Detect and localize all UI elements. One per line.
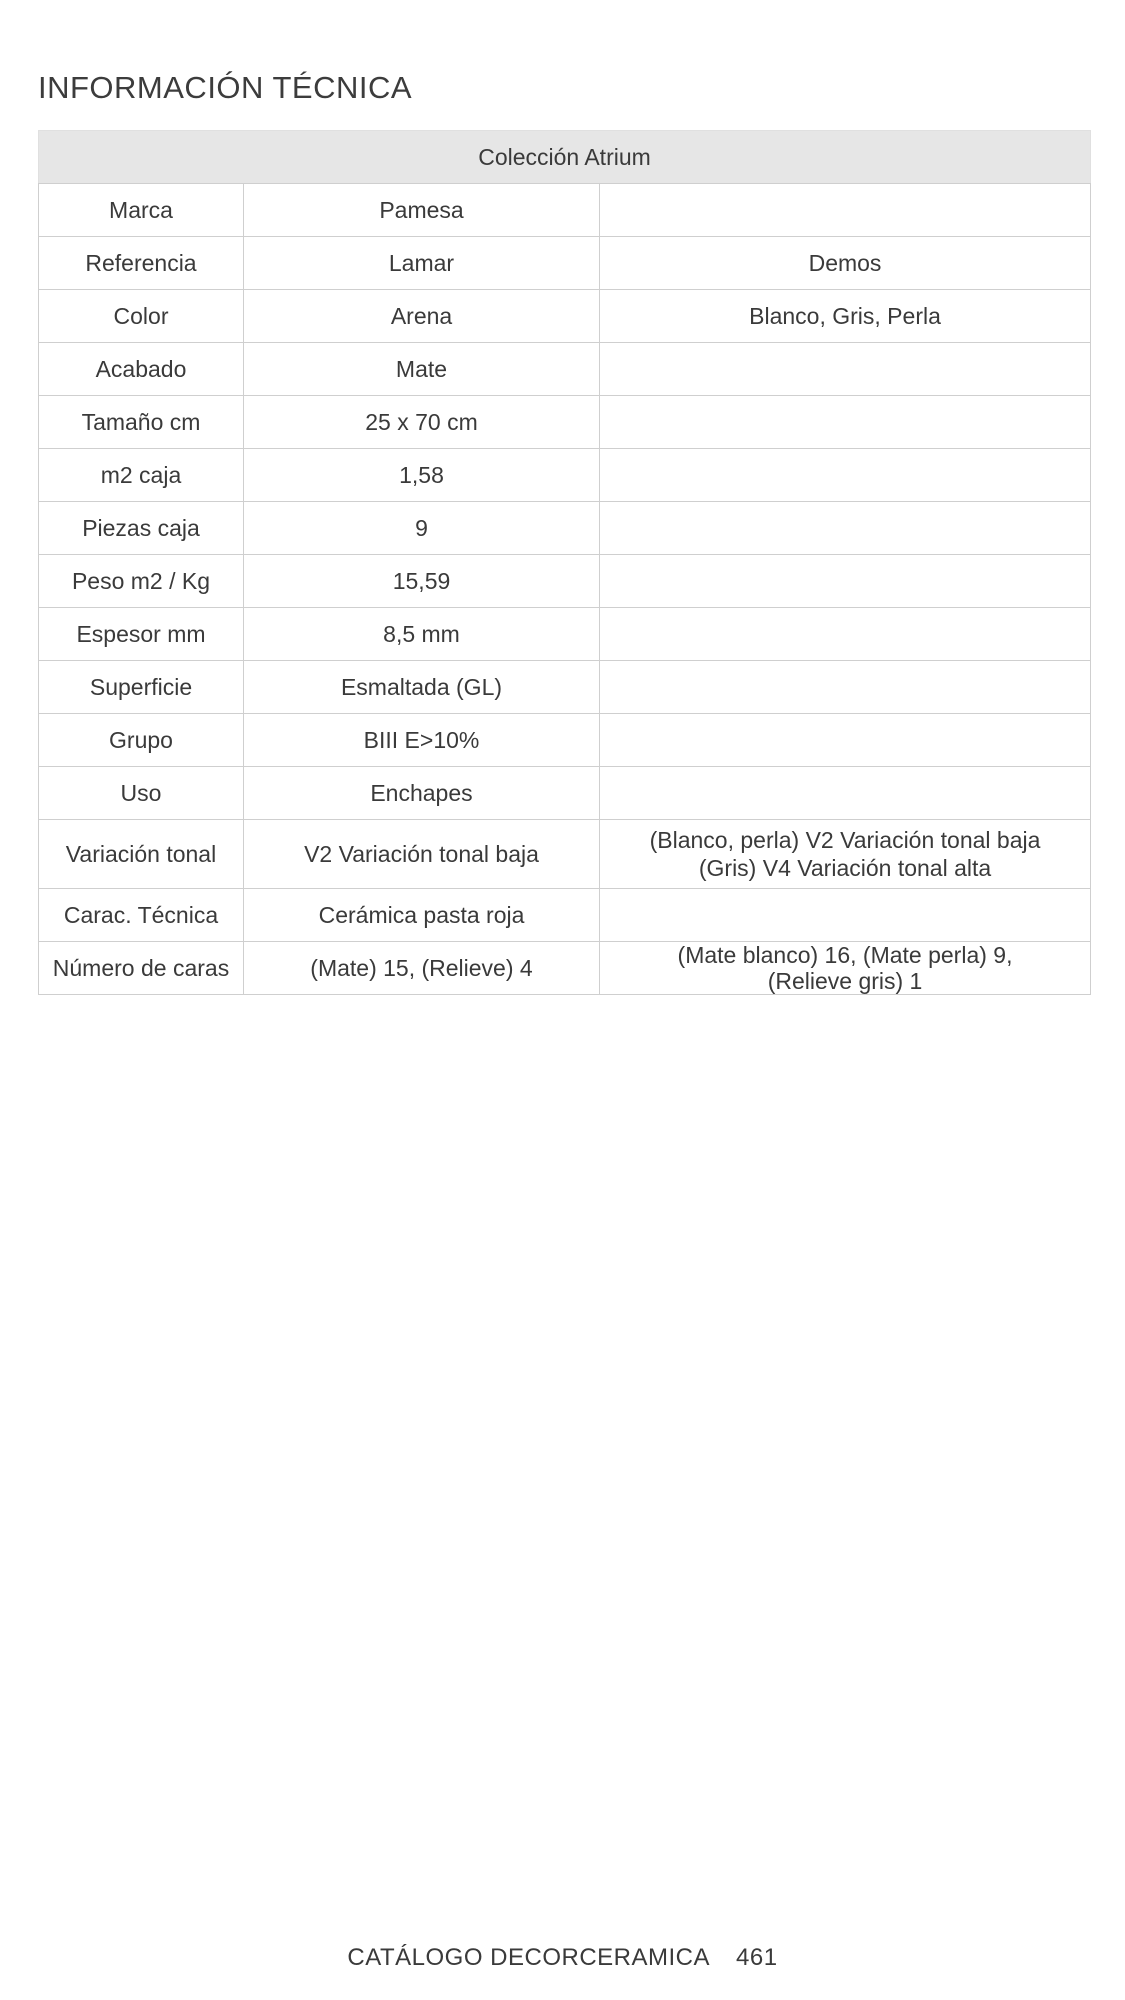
row-alt-value [600,608,1091,661]
table-row [39,767,1091,820]
table-row [39,714,1091,767]
row-alt-value [600,555,1091,608]
table-row [39,661,1091,714]
row-value: 15,59 [244,555,600,608]
technical-info-table [38,130,1091,995]
row-label: Color [39,290,244,343]
row-value: Enchapes [244,767,600,820]
alt-value-line: (Blanco, perla) V2 Variación tonal baja [649,827,1041,853]
row-alt-value [600,820,1091,889]
row-label: Acabado [39,343,244,396]
row-alt-value: Blanco, Gris, Perla [600,290,1091,343]
row-label: Grupo [39,714,244,767]
table-row [39,502,1091,555]
alt-value-line: (Relieve gris) 1 [767,968,923,994]
table-row [39,343,1091,396]
table-row [39,889,1091,942]
table-row [39,449,1091,502]
row-label: Referencia [39,237,244,290]
row-value: Esmaltada (GL) [244,661,600,714]
row-alt-value [600,184,1091,237]
row-label: Número de caras [39,942,244,995]
page-title: INFORMACIÓN TÉCNICA [38,70,413,105]
row-alt-value [600,661,1091,714]
row-value: Mate [244,343,600,396]
row-label: Uso [39,767,244,820]
row-label: Marca [39,184,244,237]
row-alt-value [600,714,1091,767]
row-label: Piezas caja [39,502,244,555]
collection-header: Colección Atrium [39,131,1091,184]
row-value: 1,58 [244,449,600,502]
row-label: m2 caja [39,449,244,502]
table-header-row [39,131,1091,184]
row-value: 8,5 mm [244,608,600,661]
table-row [39,290,1091,343]
row-label: Carac. Técnica [39,889,244,942]
row-alt-value [600,343,1091,396]
row-label: Variación tonal [39,820,244,889]
table-row [39,820,1091,889]
row-alt-value: Demos [600,237,1091,290]
row-value: Lamar [244,237,600,290]
row-alt-value [600,942,1091,995]
row-label: Peso m2 / Kg [39,555,244,608]
row-value: V2 Variación tonal baja [244,820,600,889]
catalog-name: CATÁLOGO DECORCERAMICA [347,1944,711,1971]
row-value: (Mate) 15, (Relieve) 4 [244,942,600,995]
table-row [39,396,1091,449]
row-label: Tamaño cm [39,396,244,449]
table-row [39,184,1091,237]
page-number: 461 [736,1944,778,1971]
table-row [39,942,1091,995]
row-alt-value [600,767,1091,820]
table-row [39,608,1091,661]
table-row [39,555,1091,608]
row-label: Espesor mm [39,608,244,661]
row-value: Pamesa [244,184,600,237]
row-label: Superficie [39,661,244,714]
row-alt-value [600,449,1091,502]
row-value: Cerámica pasta roja [244,889,600,942]
alt-value-line: (Mate blanco) 16, (Mate perla) 9, [677,942,1013,968]
page-footer [0,1944,1125,1972]
alt-value-line: (Gris) V4 Variación tonal alta [698,855,992,881]
row-value: 25 x 70 cm [244,396,600,449]
row-alt-value [600,502,1091,555]
row-value: Arena [244,290,600,343]
row-value: BIII E>10% [244,714,600,767]
row-value: 9 [244,502,600,555]
table-row [39,237,1091,290]
row-alt-value [600,396,1091,449]
row-alt-value [600,889,1091,942]
